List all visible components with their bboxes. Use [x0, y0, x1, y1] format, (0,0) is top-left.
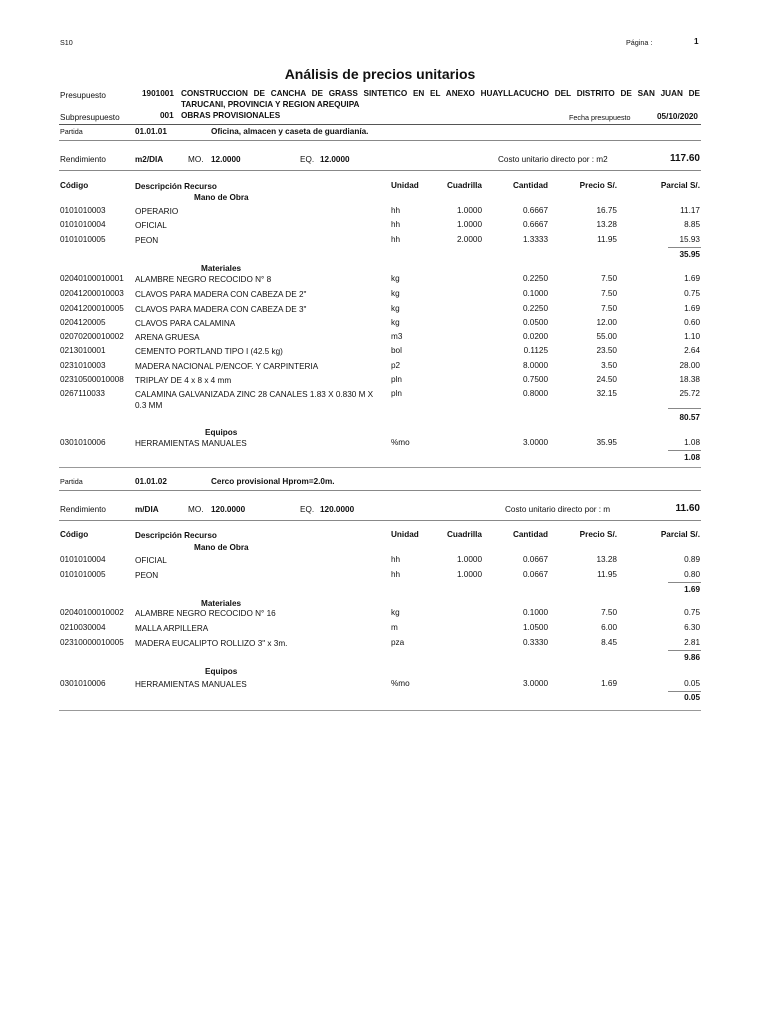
col-precio: Precio S/. — [579, 530, 617, 539]
row-description: CEMENTO PORTLAND TIPO I (42.5 kg) — [135, 347, 283, 356]
row-parcial: 2.64 — [684, 346, 700, 355]
subpresupuesto-description: OBRAS PROVISIONALES — [181, 111, 281, 120]
row-description: CLAVOS PARA MADERA CON CABEZA DE 3" — [135, 305, 307, 314]
row-code: 0101010004 — [60, 555, 106, 564]
row-unit: %mo — [391, 679, 410, 688]
page-label: Página : — [626, 38, 653, 47]
row-cantidad: 0.6667 — [522, 220, 548, 229]
row-parcial: 8.85 — [684, 220, 700, 229]
col-unidad: Unidad — [391, 530, 419, 539]
row-description: MALLA ARPILLERA — [135, 624, 209, 633]
row-parcial: 25.72 — [679, 389, 700, 398]
row-description: HERRAMIENTAS MANUALES — [135, 680, 247, 689]
row-cantidad: 0.2250 — [522, 304, 548, 313]
row-cantidad: 0.0667 — [522, 555, 548, 564]
row-description: HERRAMIENTAS MANUALES — [135, 439, 247, 448]
table-row — [0, 555, 768, 567]
row-parcial: 15.93 — [679, 235, 700, 244]
eq-label: EQ. — [300, 505, 315, 514]
row-cantidad: 1.3333 — [522, 235, 548, 244]
costo-unitario-label: Costo unitario directo por : m2 — [498, 155, 608, 164]
divider — [59, 170, 701, 171]
section-title-materiales: Materiales — [201, 599, 242, 608]
row-description: TRIPLAY DE 4 x 8 x 4 mm — [135, 376, 232, 385]
column-header-row — [0, 530, 768, 542]
row-unit: kg — [391, 289, 400, 298]
row-precio: 7.50 — [601, 289, 617, 298]
row-precio: 11.95 — [597, 570, 617, 579]
mo-value: 120.0000 — [211, 505, 246, 514]
row-code: 0204120005 — [60, 318, 106, 327]
row-description: PEON — [135, 236, 159, 245]
fecha-presupuesto-label: Fecha presupuesto — [569, 113, 631, 122]
row-cantidad: 0.8000 — [522, 389, 548, 398]
divider — [59, 490, 701, 491]
row-cantidad: 3.0000 — [522, 438, 548, 447]
row-parcial: 18.38 — [679, 375, 700, 384]
col-cantidad: Cantidad — [512, 181, 548, 190]
subtotal-rule — [668, 450, 701, 451]
presupuesto-code: 1901001 — [142, 89, 174, 98]
table-row — [0, 375, 768, 387]
row-precio: 55.00 — [596, 332, 617, 341]
row-code: 0101010005 — [60, 570, 106, 579]
row-description: MADERA EUCALIPTO ROLLIZO 3" x 3m. — [135, 639, 288, 648]
rendimiento-unit: m/DIA — [135, 505, 159, 514]
table-row — [0, 318, 768, 330]
row-code: 02070200010002 — [60, 332, 124, 341]
row-code: 02040100010002 — [60, 608, 124, 617]
row-precio: 8.45 — [601, 638, 617, 647]
subpresupuesto-label: Subpresupuesto — [60, 113, 120, 122]
row-precio: 12.00 — [596, 318, 617, 327]
row-precio: 24.50 — [596, 375, 617, 384]
row-code: 0101010003 — [60, 206, 106, 215]
costo-unitario-value: 11.60 — [675, 503, 700, 514]
row-code: 0231010003 — [60, 361, 106, 370]
row-code: 0267110033 — [60, 389, 105, 398]
row-description: CLAVOS PARA CALAMINA — [135, 319, 236, 328]
row-code: 0301010006 — [60, 438, 106, 447]
table-row — [0, 220, 768, 232]
subtotal-mano-de-obra: 1.69 — [684, 585, 700, 594]
row-unit: hh — [391, 235, 401, 244]
col-cuadrilla: Cuadrilla — [446, 181, 482, 190]
subtotal-rule — [668, 408, 701, 409]
subtotal-rule — [668, 582, 701, 583]
row-cantidad: 0.0667 — [522, 570, 548, 579]
row-precio: 13.28 — [596, 555, 617, 564]
table-row — [0, 570, 768, 582]
row-parcial: 11.17 — [680, 206, 700, 215]
row-parcial: 0.89 — [684, 555, 700, 564]
col-precio: Precio S/. — [579, 181, 617, 190]
partida-description: Oficina, almacen y caseta de guardianía. — [211, 127, 369, 136]
row-parcial: 0.75 — [684, 289, 700, 298]
row-description: ALAMBRE NEGRO RECOCIDO N° 16 — [135, 609, 276, 618]
divider — [59, 124, 701, 125]
subtotal-rule — [668, 247, 701, 248]
row-cantidad: 0.6667 — [522, 206, 548, 215]
table-row — [0, 638, 768, 650]
page-title: Análisis de precios unitarios — [284, 66, 476, 82]
row-unit: pza — [391, 638, 405, 647]
subtotal-rule — [668, 650, 701, 651]
eq-value: 120.0000 — [320, 505, 355, 514]
subtotal-rule — [668, 691, 701, 692]
row-precio: 1.69 — [601, 679, 617, 688]
row-precio: 16.75 — [596, 206, 617, 215]
row-cantidad: 0.0200 — [522, 332, 548, 341]
row-description: ALAMBRE NEGRO RECOCIDO N° 8 — [135, 275, 272, 284]
col-cuadrilla: Cuadrilla — [446, 530, 482, 539]
row-parcial: 0.05 — [684, 679, 700, 688]
subtotal-equipos: 1.08 — [684, 453, 700, 462]
software-label: S10 — [60, 38, 73, 47]
row-parcial: 1.69 — [684, 274, 700, 283]
row-cantidad: 1.0500 — [522, 623, 548, 632]
col-parcial: Parcial S/. — [660, 530, 700, 539]
partida-label: Partida — [60, 477, 83, 486]
table-row — [0, 389, 768, 413]
row-description: MADERA NACIONAL P/ENCOF. Y CARPINTERIA — [135, 362, 319, 371]
table-row — [0, 289, 768, 301]
section-title-materiales: Materiales — [201, 264, 242, 273]
partida-description: Cerco provisional Hprom=2.0m. — [211, 477, 335, 486]
row-code: 02310500010008 — [60, 375, 124, 384]
col-descripcion: Descripción Recurso — [135, 531, 217, 540]
row-parcial: 28.00 — [679, 361, 700, 370]
costo-unitario-value: 117.60 — [669, 153, 700, 164]
table-row — [0, 274, 768, 286]
row-unit: kg — [391, 608, 400, 617]
col-descripcion: Descripción Recurso — [135, 182, 217, 191]
row-code: 0101010005 — [60, 235, 106, 244]
row-description: OPERARIO — [135, 207, 179, 216]
row-description: CALAMINA GALVANIZADA ZINC 28 CANALES 1.83 X 0.830 M X 0.3 MM — [135, 390, 374, 410]
mo-label: MO. — [188, 505, 204, 514]
subtotal-mano-de-obra: 35.95 — [679, 250, 700, 259]
row-unit: hh — [391, 570, 401, 579]
divider — [59, 140, 701, 141]
divider — [59, 467, 701, 468]
rendimiento-unit: m2/DIA — [135, 155, 164, 164]
row-unit: kg — [391, 318, 400, 327]
row-cuadrilla: 1.0000 — [456, 570, 482, 579]
presupuesto-description-line2: TARUCANI, PROVINCIA Y REGION AREQUIPA — [181, 100, 360, 109]
partida-code: 01.01.01 — [135, 127, 167, 136]
eq-value: 12.0000 — [320, 155, 350, 164]
row-parcial: 6.30 — [684, 623, 700, 632]
subpresupuesto-code: 001 — [160, 111, 174, 120]
row-parcial: 0.80 — [684, 570, 700, 579]
row-unit: kg — [391, 274, 400, 283]
row-cantidad: 3.0000 — [522, 679, 548, 688]
table-row — [0, 623, 768, 635]
row-cuadrilla: 2.0000 — [456, 235, 482, 244]
row-cantidad: 0.3330 — [522, 638, 548, 647]
divider — [59, 520, 701, 521]
row-parcial: 1.69 — [684, 304, 700, 313]
row-parcial: 2.81 — [684, 638, 700, 647]
row-code: 02041200010003 — [60, 289, 124, 298]
table-row — [0, 608, 768, 620]
row-cantidad: 0.7500 — [522, 375, 548, 384]
section-title-mano-de-obra: Mano de Obra — [194, 193, 249, 202]
costo-unitario-label: Costo unitario directo por : m — [505, 505, 611, 514]
rendimiento-label: Rendimiento — [60, 155, 106, 164]
row-precio: 6.00 — [601, 623, 617, 632]
row-parcial: 0.75 — [684, 608, 700, 617]
row-cantidad: 0.1000 — [522, 289, 548, 298]
row-unit: %mo — [391, 438, 410, 447]
col-unidad: Unidad — [391, 181, 419, 190]
row-unit: pln — [391, 389, 402, 398]
row-cantidad: 8.0000 — [522, 361, 548, 370]
presupuesto-description-line1: CONSTRUCCION DE CANCHA DE GRASS SINTETICO EN EL ANEXO HUAYLLACUCHO DEL DISTRITO DE SAN JUAN DE — [181, 89, 700, 98]
col-parcial: Parcial S/. — [660, 181, 700, 190]
row-cantidad: 0.1000 — [522, 608, 548, 617]
rendimiento-label: Rendimiento — [60, 505, 106, 514]
divider — [59, 710, 701, 711]
row-cantidad: 0.1125 — [523, 346, 548, 355]
row-code: 02310000010005 — [60, 638, 124, 647]
row-unit: pln — [391, 375, 402, 384]
row-precio: 35.95 — [596, 438, 617, 447]
row-code: 02040100010001 — [60, 274, 124, 283]
row-description: PEON — [135, 571, 159, 580]
row-unit: p2 — [391, 361, 401, 370]
row-unit: hh — [391, 555, 401, 564]
table-row — [0, 679, 768, 691]
mo-value: 12.0000 — [211, 155, 241, 164]
row-cuadrilla: 1.0000 — [456, 555, 482, 564]
mo-label: MO. — [188, 155, 204, 164]
section-title-mano-de-obra: Mano de Obra — [194, 543, 249, 552]
row-precio: 7.50 — [601, 608, 617, 617]
row-description: CLAVOS PARA MADERA CON CABEZA DE 2" — [135, 290, 307, 299]
row-cantidad: 0.0500 — [522, 318, 548, 327]
fecha-presupuesto-value: 05/10/2020 — [657, 112, 698, 121]
presupuesto-label: Presupuesto — [60, 91, 106, 100]
row-code: 02041200010005 — [60, 304, 124, 313]
subtotal-equipos: 0.05 — [684, 693, 700, 702]
table-row — [0, 361, 768, 373]
row-parcial: 1.10 — [684, 332, 700, 341]
row-unit: kg — [391, 304, 400, 313]
row-description: OFICIAL — [135, 556, 167, 565]
row-precio: 11.95 — [597, 235, 617, 244]
table-row — [0, 206, 768, 218]
row-description: ARENA GRUESA — [135, 333, 200, 342]
partida-code: 01.01.02 — [135, 477, 167, 486]
row-precio: 32.15 — [596, 389, 617, 398]
subtotal-materiales: 9.86 — [684, 653, 700, 662]
row-unit: m3 — [391, 332, 403, 341]
row-description: OFICIAL — [135, 221, 167, 230]
row-precio: 3.50 — [601, 361, 617, 370]
row-unit: m — [391, 623, 398, 632]
column-header-row — [0, 181, 768, 193]
partida-label: Partida — [60, 127, 83, 136]
row-precio: 23.50 — [596, 346, 617, 355]
row-unit: bol — [391, 346, 402, 355]
page-number: 1 — [694, 37, 699, 46]
eq-label: EQ. — [300, 155, 315, 164]
row-code: 0213010001 — [60, 346, 106, 355]
table-row — [0, 438, 768, 450]
section-title-equipos: Equipos — [205, 428, 238, 437]
row-parcial: 0.60 — [684, 318, 700, 327]
row-precio: 7.50 — [601, 304, 617, 313]
row-precio: 7.50 — [601, 274, 617, 283]
col-codigo: Código — [60, 181, 89, 190]
table-row — [0, 235, 768, 247]
section-title-equipos: Equipos — [205, 667, 238, 676]
table-row — [0, 346, 768, 358]
row-unit: hh — [391, 220, 401, 229]
row-parcial: 1.08 — [684, 438, 700, 447]
row-code: 0210030004 — [60, 623, 106, 632]
row-cantidad: 0.2250 — [522, 274, 548, 283]
row-cuadrilla: 1.0000 — [456, 206, 482, 215]
row-unit: hh — [391, 206, 401, 215]
row-precio: 13.28 — [596, 220, 617, 229]
table-row — [0, 332, 768, 344]
col-cantidad: Cantidad — [512, 530, 548, 539]
row-code: 0301010006 — [60, 679, 106, 688]
row-cuadrilla: 1.0000 — [456, 220, 482, 229]
subtotal-materiales: 80.57 — [679, 413, 700, 422]
col-codigo: Código — [60, 530, 89, 539]
row-code: 0101010004 — [60, 220, 106, 229]
table-row — [0, 304, 768, 316]
